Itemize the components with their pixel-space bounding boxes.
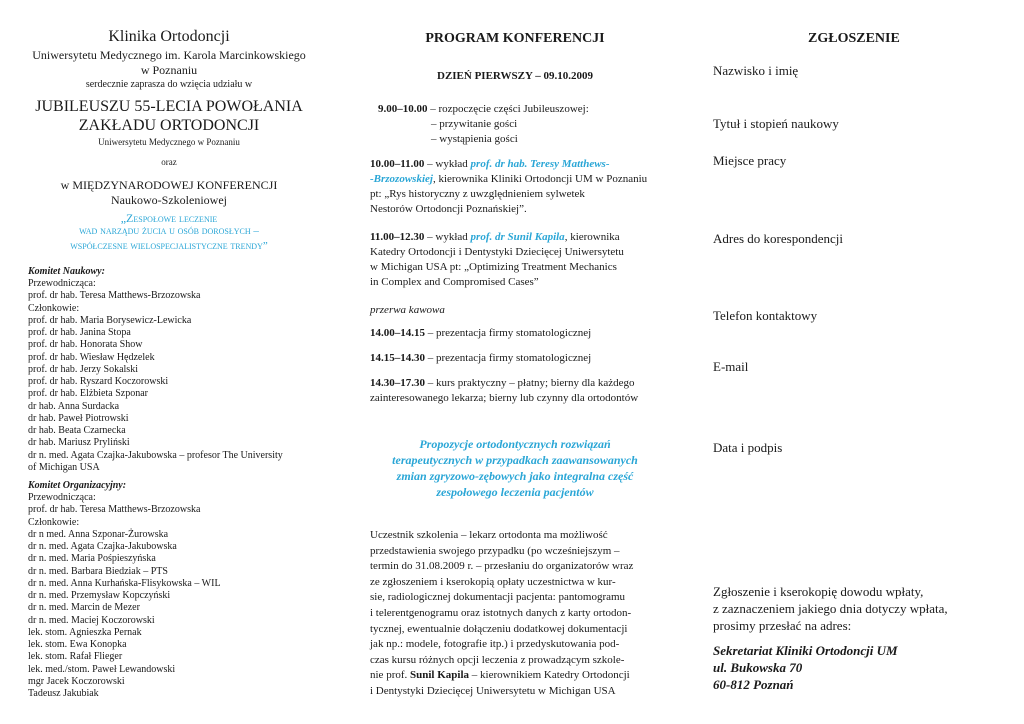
conference-line-1: w MIĘDZYNARODOWEJ KONFERENCJI — [60, 178, 278, 192]
day-heading: DZIEŃ PIERWSZY – 09.10.2009 — [437, 70, 593, 82]
jubilee-title-1: JUBILEUSZU 55-LECIA POWOŁANIA — [35, 98, 303, 115]
jubilee-subtitle: Uniwersytetu Medycznego w Poznaniu — [98, 137, 240, 147]
committee-member: Członkowie: — [28, 302, 80, 314]
program-heading: PROGRAM KONFERENCJI — [425, 31, 605, 46]
submission-instructions: Zgłoszenie i kserokopię dowodu wpłaty, z zaznaczeniem jakiego dnia dotyczy wpłata, prosimy przesłać na adres: — [713, 584, 948, 633]
committee-member: of Michigan USA — [28, 461, 100, 473]
session-time: 14.15–14.30 — [370, 352, 425, 364]
clinic-title: Klinika Ortodoncji — [108, 28, 230, 45]
session-time: 9.00–10.00 — [378, 103, 428, 115]
field-email: E-mail — [713, 359, 749, 374]
committee-member: dr n. med. Agata Czajka-Jakubowska — [28, 541, 177, 552]
session-time: 11.00–12.30 — [370, 231, 425, 243]
committee-member: prof. dr hab. Jerzy Sokalski — [28, 363, 138, 375]
registration-heading: ZGŁOSZENIE — [808, 31, 900, 46]
committee-member: dr n. med. Przemysław Kopczyński — [28, 590, 171, 601]
committee-member: prof. dr hab. Teresa Matthews-Brzozowska — [28, 504, 201, 516]
conference-line-2: Naukowo-Szkoleniowej — [111, 193, 227, 207]
committee-member: dr hab. Paweł Piotrowski — [28, 412, 129, 424]
session-2: 10.00–11.00 – wykład prof. dr hab. Teresy Matthews- -Brzozowskiej, kierownika Kliniki Ortodoncji UM w Poznaniu pt: „Rys historyczny z uwzględnieniem sylwetek Nestorów Ortodoncji Poznańskiej”. — [370, 158, 648, 215]
session-1-sub-2: – wystąpienia gości — [431, 133, 518, 145]
committee-member: dr n med. Anna Szponar-Żurowska — [28, 528, 169, 540]
session-4: 14.00–14.15 – prezentacja firmy stomatologicznej — [370, 327, 592, 339]
jubilee-title-2: ZAKŁADU ORTODONCJI — [78, 117, 260, 134]
science-committee-heading: Komitet Naukowy: — [28, 266, 105, 277]
committee-member: lek. stom. Ewa Konopka — [28, 639, 127, 650]
session-1-sub-1: – przywitanie gości — [431, 118, 518, 130]
committee-member: prof. dr hab. Maria Borysewicz-Lewicka — [28, 314, 192, 326]
info-line: jak np.: modele, fotografie itp.) i przedyskutowania pod- — [370, 638, 620, 651]
committee-member: prof. dr hab. Elżbieta Szponar — [28, 388, 148, 400]
committee-member: Przewodnicząca: — [28, 278, 96, 289]
org-committee-heading: Komitet Organizacyjny: — [28, 480, 127, 491]
field-correspondence-address: Adres do korespondencji — [713, 231, 843, 246]
proposal-line: zespołowego leczenia pacjentów — [436, 485, 594, 499]
postal-address: Sekretariat Kliniki Ortodoncji UM ul. Bukowska 70 60-812 Poznań — [713, 643, 898, 692]
theme-line-1: „Zespołowe leczenie — [120, 211, 218, 225]
committee-member: lek. med./stom. Paweł Lewandowski — [28, 663, 176, 675]
field-phone: Telefon kontaktowy — [713, 308, 818, 323]
committee-member: dr hab. Anna Surdacka — [28, 400, 120, 412]
info-line: nie prof. Sunil Kapila – kierownikiem Katedry Ortodoncji — [370, 669, 630, 682]
committee-member: prof. dr hab. Ryszard Koczorowski — [28, 376, 169, 387]
committee-member: dr n. med. Barbara Biedziak – PTS — [28, 565, 168, 577]
committee-member: Przewodnicząca: — [28, 492, 96, 503]
info-line: i telerentgenogramu oraz istotnych danych z karty ortodon- — [370, 606, 632, 619]
committee-member: dr hab. Mariusz Pryliński — [28, 437, 130, 449]
field-full-name: Nazwisko i imię — [713, 63, 799, 78]
speaker-name: prof. dr hab. Teresy Matthews- — [470, 158, 610, 170]
info-line: Uczestnik szkolenia – lekarz ortodonta ma możliwość — [370, 529, 608, 541]
speaker-name: prof. dr Sunil Kapila — [470, 231, 565, 243]
committee-member: dr hab. Beata Czarnecka — [28, 425, 126, 436]
committee-member: lek. stom. Agnieszka Pernak — [28, 626, 142, 638]
theme-line-3: współczesne wielospecjalistyczne trendy” — [70, 240, 268, 252]
field-date-signature: Data i podpis — [713, 440, 783, 455]
committee-member: dr n. med. Anna Kurhańska-Flisykowska – WIL — [28, 577, 221, 589]
committee-member: dr n. med. Agata Czajka-Jakubowska – profesor The University — [28, 449, 283, 461]
info-line: ze zgłoszeniem i kserokopią opłaty uczestnictwa w kur- — [370, 575, 616, 588]
committee-member: dr n. med. Maria Pośpieszyńska — [28, 553, 156, 565]
speaker-name: -Brzozowskiej — [370, 173, 433, 185]
field-workplace: Miejsce pracy — [713, 153, 787, 168]
invite-text: serdecznie zaprasza do wzięcia udziału w — [85, 79, 253, 90]
committee-member: prof. dr hab. Wiesław Hędzelek — [28, 351, 155, 363]
org-committee-list — [28, 492, 310, 700]
session-6: 14.30–17.30 – kurs praktyczny – płatny; bierny dla każdego zainteresowanego lekarza; bierny lub czynny dla ortodontów — [370, 377, 639, 404]
committee-member: Tadeusz Jakubiak — [28, 688, 99, 699]
field-academic-title: Tytuł i stopień naukowy — [713, 116, 839, 131]
university-line-1: Uniwersytetu Medycznego im. Karola Marcinkowskiego — [32, 48, 306, 62]
session-5: 14.15–14.30 – prezentacja firmy stomatologicznej — [370, 352, 592, 364]
committee-member: mgr Jacek Koczorowski — [28, 675, 125, 687]
committee-member: dr n. med. Marcin de Mezer — [28, 602, 140, 614]
coffee-break: przerwa kawowa — [370, 304, 445, 316]
committee-member: prof. dr hab. Honorata Show — [28, 339, 143, 351]
theme-line-2: wad narządu żucia u osób dorosłych – — [79, 225, 259, 237]
info-line: sie, radiologicznej dokumentacji pacjenta: pantomogramu — [370, 591, 626, 604]
university-line-2: w Poznaniu — [140, 63, 198, 77]
info-line: przedstawienia swojego przypadku (po wcześniejszym – — [370, 544, 620, 557]
science-committee-list — [28, 278, 310, 474]
committee-member: prof. dr hab. Janina Stopa — [28, 327, 131, 338]
proposal-line: zmian zgryzowo-zębowych jako integralna część — [396, 469, 634, 483]
proposal-box — [370, 436, 660, 500]
info-line: czas kursu różnych opcji leczenia z prowadzącym szkole- — [370, 653, 625, 666]
committee-member: Członkowie: — [28, 516, 80, 528]
info-line: tycznej, ewentualnie dołączeniu dodatkowej dokumentacji — [370, 622, 628, 635]
committee-member: lek. stom. Rafał Flieger — [28, 651, 123, 663]
session-1: 9.00–10.00 – rozpoczęcie części Jubileuszowej: — [378, 103, 589, 115]
info-line: i Dentystyki Dziecięcej Uniwersytetu w Michigan USA — [370, 684, 616, 697]
proposal-line: Propozycje ortodontycznych rozwiązań — [419, 437, 611, 451]
participant-info — [370, 528, 660, 700]
proposal-line: terapeutycznych w przypadkach zaawansowanych — [392, 453, 638, 467]
info-line: termin do 31.08.2009 r. – przesłaniu do organizatorów wraz — [370, 560, 634, 573]
session-time: 14.30–17.30 — [370, 377, 425, 389]
session-3: 11.00–12.30 – wykład prof. dr Sunil Kapila, kierownika Katedry Ortodoncji i Dentystyki Dziecięcej Uniwersytetu w Michigan USA pt: „Optimizing Treatment Mechanics in Complex and Compromised Cases” — [370, 231, 624, 288]
committee-member: prof. dr hab. Teresa Matthews-Brzozowska — [28, 290, 201, 302]
committee-member: dr n. med. Maciej Koczorowski — [28, 614, 155, 626]
session-time: 10.00–11.00 — [370, 158, 425, 170]
session-time: 14.00–14.15 — [370, 327, 425, 339]
oraz-text: oraz — [161, 157, 177, 167]
